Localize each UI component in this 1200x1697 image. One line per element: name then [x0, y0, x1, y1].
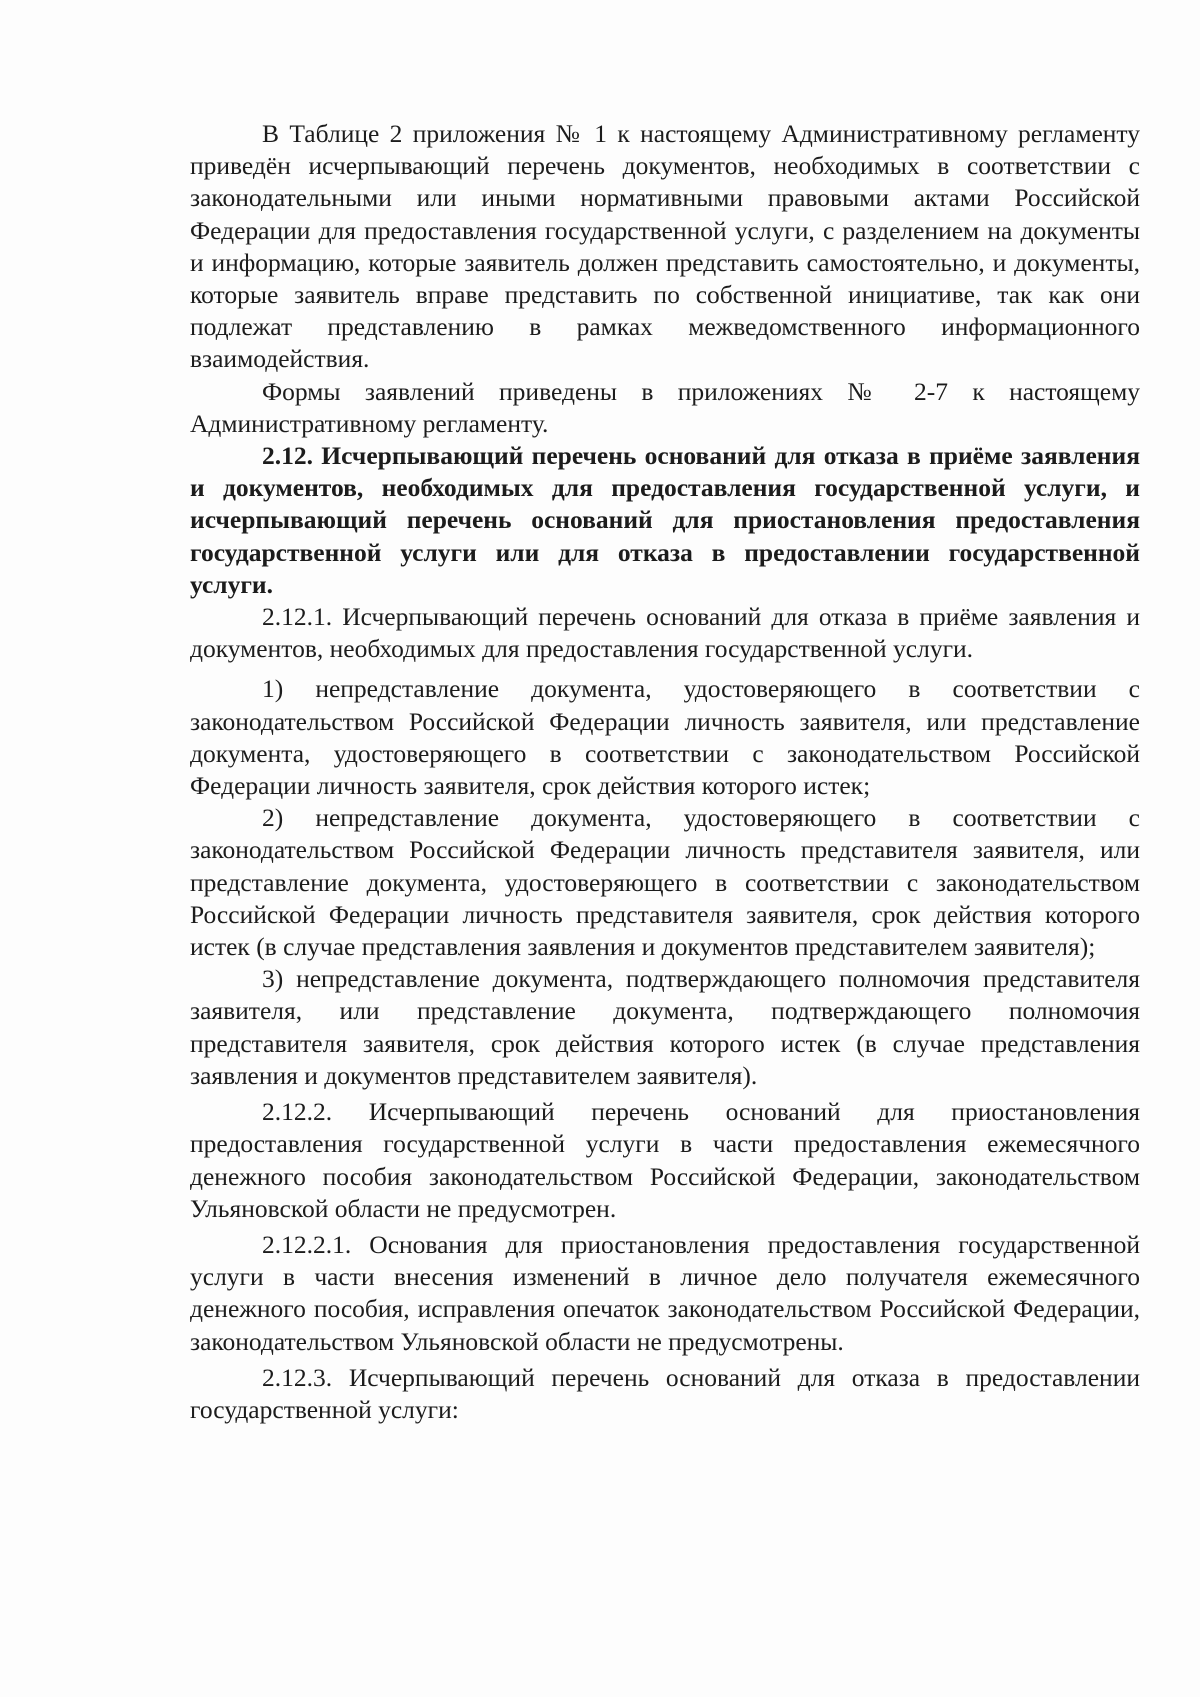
- paragraph-2-12-2: 2.12.2. Исчерпывающий перечень оснований для приостановления предоставления государственной услуги в части предоставления ежемесячного денежного пособия законодательством Российской Федерации, законодательством Ульяновской области не предусмотрен.: [190, 1097, 1140, 1223]
- section-heading-2-12: 2.12. Исчерпывающий перечень оснований для отказа в приёме заявления и документов, необходимых для предоставления государственной услуги, и исчерпывающий перечень оснований для приостановления предоставления государственной услуги или для отказа в предоставлении государственной услуги.: [190, 441, 1140, 599]
- paragraph-table-reference: В Таблице 2 приложения № 1 к настоящему Административному регламенту приведён исчерпывающий перечень документов, необходимых в соответствии с законодательными или иными нормативными правовыми актами Российской Федерации для предоставления государственной услуги, с разделением на документы и информацию, которые заявитель должен представить самостоятельно, и документы, которые заявитель вправе представить по собственной инициативе, так как они подлежат представлению в рамках межведомственного информационного взаимодействия.: [190, 119, 1140, 374]
- paragraph-2-12-3: 2.12.3. Исчерпывающий перечень оснований для отказа в предоставлении государственной услуги:: [190, 1362, 1140, 1424]
- list-item-1: 1) непредставление документа, удостоверяющего в соответствии с законодательством Российской Федерации личность заявителя, или представление документа, удостоверяющего в соответствии с законодательством Российской Федерации личность заявителя, срок действия которого истек;: [190, 674, 1140, 801]
- paragraph-2-12-2-1: 2.12.2.1. Основания для приостановления предоставления государственной услуги в части внесения изменений в личное дело получателя ежемесячного денежного пособия, исправления опечаток законодательством Российской Федерации, законодательством Ульяновской области не предусмотрены.: [190, 1229, 1140, 1356]
- paragraph-application-forms: Формы заявлений приведены в приложениях № 2-7 к настоящему Административному регламенту.: [190, 376, 1140, 438]
- list-item-3: 3) непредставление документа, подтверждающего полномочия представителя заявителя, или представление документа, подтверждающего полномочия представителя заявителя, срок действия которого истек (в случае представления заявления и документов представителем заявителя).: [190, 964, 1140, 1090]
- paragraph-2-12-1: 2.12.1. Исчерпывающий перечень оснований для отказа в приёме заявления и документов, необходимых для предоставления государственной услуги.: [190, 602, 1140, 664]
- document-body: [190, 118, 1140, 1426]
- list-item-2: 2) непредставление документа, удостоверяющего в соответствии с законодательством Российской Федерации личность представителя заявителя, или представление документа, удостоверяющего в соответствии с законодательством Российской Федерации личность представителя заявителя, срок действия которого истек (в случае представления заявления и документов представителем заявителя);: [190, 803, 1140, 962]
